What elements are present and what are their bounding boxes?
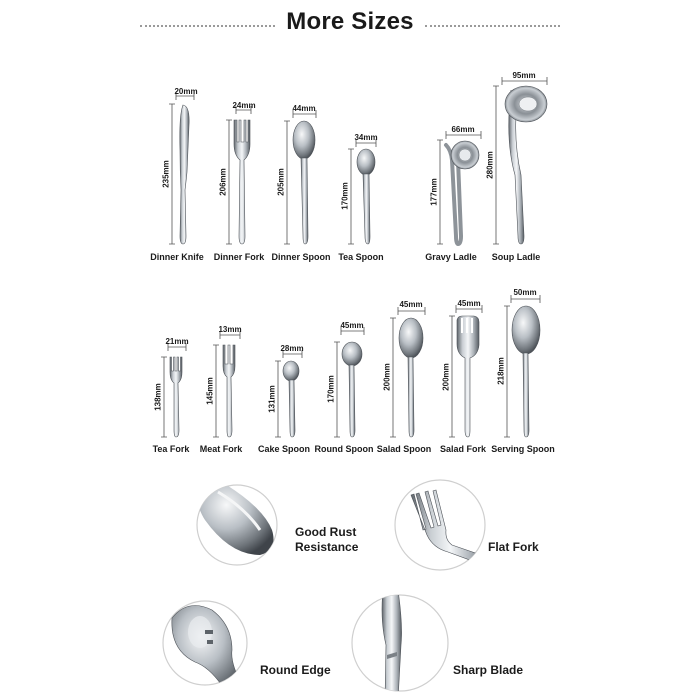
feature-rust-line1: Good Rust: [295, 525, 357, 539]
meat-fork-width: 13mm: [218, 325, 242, 334]
round-spoon-label: Round Spoon: [314, 444, 374, 454]
round-spoon-icon: [342, 342, 362, 437]
cake-spoon-icon: [283, 361, 299, 437]
salad-spoon-label: Salad Spoon: [376, 444, 432, 454]
dinner-fork-label: Dinner Fork: [213, 252, 265, 262]
dinner-knife-width: 20mm: [174, 87, 198, 96]
salad-spoon-icon: [399, 318, 423, 437]
cake-spoon-label: Cake Spoon: [257, 444, 311, 454]
round-spoon-length: 170mm: [326, 375, 336, 403]
dinner-fork-icon: [234, 120, 250, 244]
dinner-fork-length: 206mm: [218, 168, 228, 196]
feature-rust-line2: Resistance: [295, 540, 359, 554]
salad-spoon-length: 200mm: [382, 363, 392, 391]
dinner-spoon-label: Dinner Spoon: [271, 252, 331, 262]
salad-spoon-width: 45mm: [399, 300, 423, 309]
tea-spoon-label: Tea Spoon: [338, 252, 384, 262]
dinner-spoon-width: 44mm: [292, 104, 316, 113]
feature-rust-resistance: [295, 525, 358, 555]
gravy-ladle-length: 177mm: [429, 178, 439, 206]
soup-ladle-icon: [505, 86, 547, 244]
row1-length-lines: [169, 86, 499, 244]
knife-closeup-icon: [352, 590, 448, 700]
feature-sharp-blade: Sharp Blade: [453, 663, 524, 677]
dinner-fork-width: 24mm: [232, 101, 256, 110]
salad-fork-label: Salad Fork: [439, 444, 487, 454]
meat-fork-icon: [223, 345, 235, 437]
meat-fork-label: Meat Fork: [199, 444, 243, 454]
gravy-ladle-icon: [446, 141, 479, 244]
cake-spoon-width: 28mm: [280, 344, 304, 353]
feature-flat-fork: Flat Fork: [488, 540, 539, 554]
feature-round-edge: Round Edge: [260, 663, 331, 677]
spoon-edge-closeup-icon: [163, 601, 247, 695]
gravy-ladle-label: Gravy Ladle: [425, 252, 477, 262]
dinner-knife-icon: [180, 105, 189, 244]
tea-fork-icon: [170, 357, 182, 437]
soup-ladle-length: 280mm: [485, 151, 495, 179]
page-title: More Sizes: [286, 8, 414, 35]
tea-fork-label: Tea Fork: [152, 444, 190, 454]
tea-fork-width: 21mm: [165, 337, 189, 346]
dinner-knife-length: 235mm: [161, 160, 171, 188]
serving-spoon-width: 50mm: [513, 288, 537, 297]
round-spoon-width: 45mm: [340, 321, 364, 330]
tea-spoon-width: 34mm: [354, 133, 378, 142]
meat-fork-length: 145mm: [205, 377, 215, 405]
tea-fork-length: 138mm: [153, 383, 163, 411]
soup-ladle-width: 95mm: [512, 71, 536, 80]
salad-fork-icon: [457, 316, 479, 437]
salad-fork-width: 45mm: [457, 299, 481, 308]
dinner-spoon-icon: [293, 121, 315, 244]
gravy-ladle-width: 66mm: [451, 125, 475, 134]
salad-fork-length: 200mm: [441, 363, 451, 391]
tea-spoon-icon: [357, 149, 375, 244]
serving-spoon-length: 218mm: [496, 357, 506, 385]
tea-spoon-length: 170mm: [340, 182, 350, 210]
dinner-knife-label: Dinner Knife: [150, 252, 204, 262]
spoon-closeup-icon: [195, 478, 277, 565]
dinner-spoon-length: 205mm: [276, 168, 286, 196]
serving-spoon-label: Serving Spoon: [491, 444, 555, 454]
soup-ladle-label: Soup Ladle: [491, 252, 541, 262]
cake-spoon-length: 131mm: [267, 385, 277, 413]
fork-closeup-icon: [395, 480, 490, 570]
serving-spoon-icon: [512, 306, 540, 437]
